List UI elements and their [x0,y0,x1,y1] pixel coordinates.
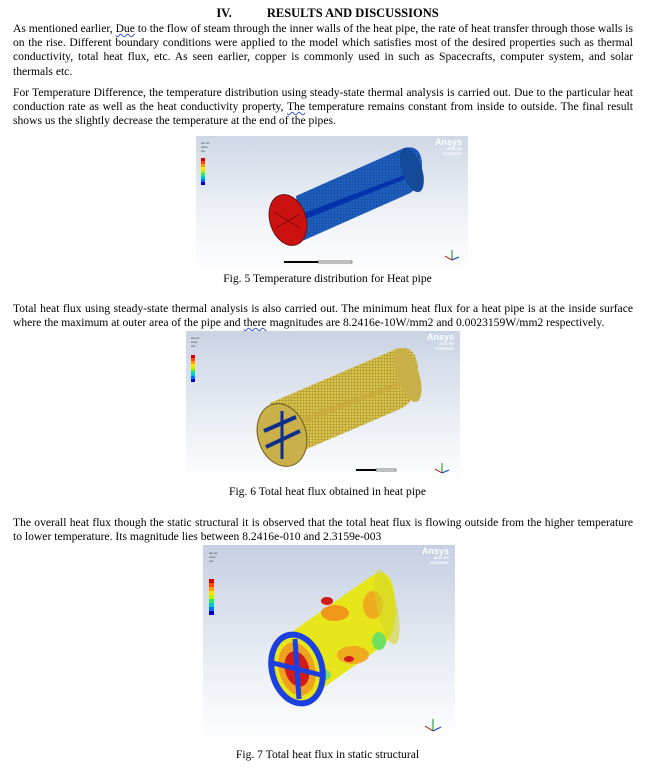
figure-7-caption: Fig. 7 Total heat flux in static structural [235,748,420,761]
heat-pipe-model-static-structural [203,545,455,743]
ansys-version: 2022 R1 [438,341,454,347]
ansys-watermark [427,333,454,351]
coordinate-triad-icon [425,719,441,731]
figure-5-temperature-distribution [196,136,468,272]
coordinate-triad-icon [445,250,459,260]
ansys-edition: STUDENT [443,150,462,156]
ansys-brand: Ansys [434,137,462,147]
paragraph-temperature-text-c: temperature remains constant from inside to outside. The final result shows us the slightly decrease the temperature at the end of the pipes. [13,100,633,128]
ansys-version: 2022 R1 [446,146,462,152]
legend-title: ▪▪▪▪ ▪▪▪ ▪▪▪▪▪▪ ▪▪▪▪ [201,141,210,153]
scale-bar-icon [284,261,352,263]
paragraph-intro-text-b: Due [115,22,135,35]
paragraph-heat-flux-text-b: there [243,316,267,330]
section-number: IV. [216,6,232,20]
ansys-brand: Ansys [421,546,449,556]
paragraph-heat-flux-text-c: magnitudes are 8.2416e-10W/mm2 and 0.0023159W/mm2 respectively. [266,316,605,330]
paragraph-temperature-text-a: For Temperature Difference, the temperature distribution using steady-state thermal analysis is carried out. Due to the particular heat conduction rate as well as the heat conductivity property, [13,86,633,114]
paragraph-temperature-text-b: The [286,100,305,114]
heat-pipe-model-temperature [196,136,468,272]
figure-7-static-structural [203,545,455,743]
figure-6-caption: Fig. 6 Total heat flux obtained in heat pipe [229,485,426,498]
paragraph-intro-text-a: As mentioned earlier, [13,22,116,35]
paragraph-static-structural: The overall heat flux though the static structural it is observed that the total heat flux is flowing outside from the higher temperature to lower temperature. Its magnitude lies between 8.2416e-010 and 2.3159e-003 [13,516,633,544]
paragraph-intro [13,22,633,79]
legend-title: ▪▪▪▪ ▪▪▪ ▪▪▪▪▪▪ ▪▪▪▪ [209,551,218,563]
color-legend [201,158,205,185]
paragraph-heat-flux-text-a: Total heat flux using steady-state thermal analysis is also carried out. The minimum heat flux for a heat pipe is at the inside surface where the maximum at outer area of the pipe and [13,302,633,330]
color-legend [209,579,214,615]
color-legend [191,355,195,382]
scale-bar-icon [356,469,396,471]
legend-title: ▪▪▪▪ ▪▪▪ ▪▪▪▪▪▪ ▪▪▪▪ [191,336,200,348]
ansys-edition: STUDENT [435,345,454,351]
figure-5-caption: Fig. 5 Temperature distribution for Heat pipe [223,272,432,285]
paragraph-temperature [13,86,633,129]
ansys-brand: Ansys [426,332,454,342]
ansys-edition: STUDENT [430,559,449,565]
paragraph-intro-text-c: to the flow of steam through the inner walls of the heat pipe, the rate of heat transfer through those walls is on the rise. Different boundary conditions were applied to the model which satisfies most of the desired properties such as thermal conductivity, total heat flux, etc. As seen earlier, copper is commonly used in such as Spacecrafts, computer system, and solar thermals etc. [13,22,633,78]
paragraph-heat-flux [13,302,633,330]
section-title: RESULTS AND DISCUSSIONS [266,6,439,20]
ansys-watermark [435,138,462,156]
ansys-watermark [422,547,449,565]
figure-6-total-heat-flux [186,331,460,483]
heat-pipe-model-heat-flux [186,331,460,483]
section-heading [0,6,655,21]
ansys-version: 2022 R1 [433,555,449,561]
coordinate-triad-icon [435,463,449,473]
